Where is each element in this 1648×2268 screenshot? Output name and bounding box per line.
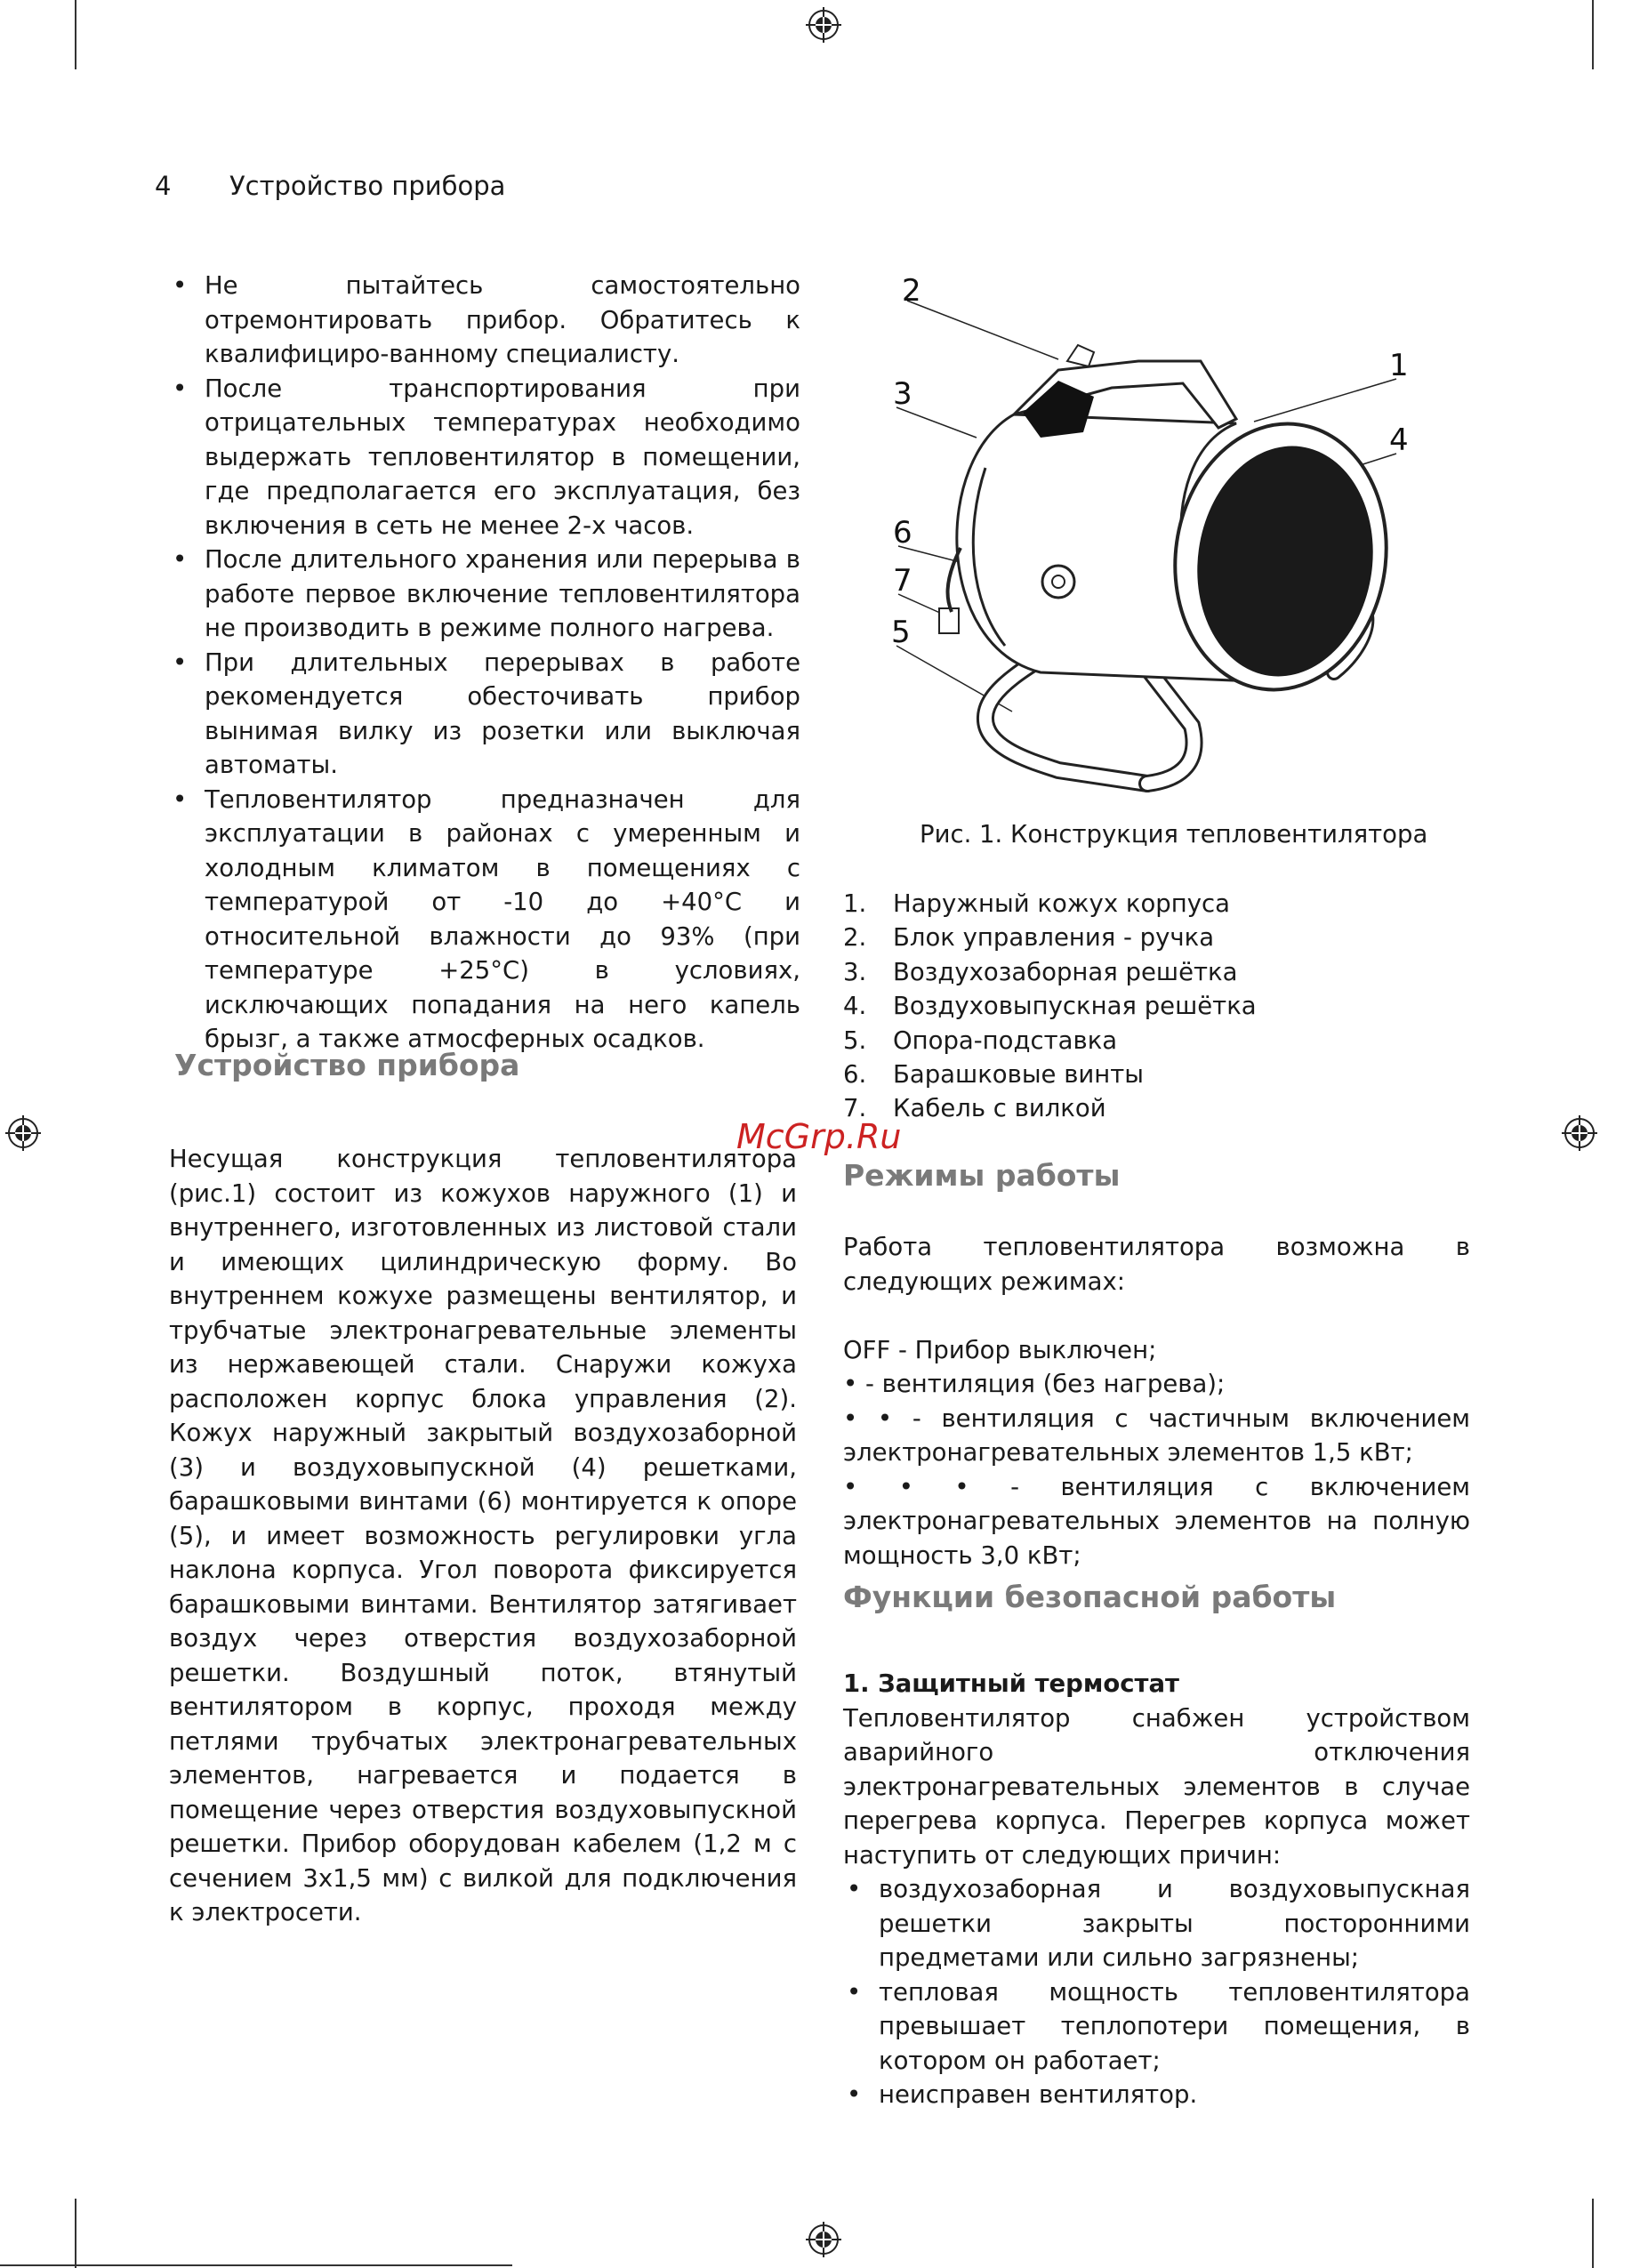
callout-4: 4 bbox=[1389, 422, 1409, 458]
callout-6: 6 bbox=[893, 515, 912, 551]
callout-5: 5 bbox=[891, 615, 911, 650]
callout-2: 2 bbox=[902, 273, 921, 309]
list-item: • тепловая мощность тепловентилятора превышает теплопотери помещения, в котором он работает; bbox=[847, 1977, 1470, 2075]
list-item: 2. Блок управления - ручка bbox=[843, 923, 1215, 953]
watermark: McGrp.Ru bbox=[736, 1117, 902, 1156]
registration-mark-icon bbox=[5, 1115, 41, 1151]
list-item: • неисправен вентилятор. bbox=[847, 2080, 1198, 2109]
list-item: • После длительного хранения или перерыва в работе первое включение тепловентилятора не производить в режиме полного нагрева. bbox=[173, 545, 800, 642]
modes-section bbox=[843, 1230, 1470, 1572]
page-number: 4 bbox=[155, 171, 172, 201]
device-text: Несущая конструкция тепловентилятора (рис.1) состоит из кожухов наружного (1) и внутреннего, изготовленных из листовой стали и имеющих цилиндрическую форму. Во внутреннем кожухе размещены вентилятор, и трубчатые электронагревательные элементы из нержавеющей стали. Снаружи кожуха расположен корпус блока управления (2). Кожух наружный закрытый воздухозаборной (3) и воздуховыпускной (4) решетками, барашковыми винтами (6) монтируется к опоре (5), и имеет возможность регулировки угла наклона корпуса. Угол поворота фиксируется барашковыми винтами. Вентилятор затягивает воздух через отверстия воздухозаборной решетки. Воздушный поток, втянутый вентилятором в корпус, проходя между петлями трубчатых электронагревательных элементов, нагревается и подается в помещение через отверстия воздуховыпускной решетки. Прибор оборудован кабелем (1,2 м с сечением 3х1,5 мм) с вилкой для подключения к электросети. bbox=[169, 1145, 797, 1926]
thermostat-text: Тепловентилятор снабжен устройством аварийного отключения электронагревательных элементов в случае перегрева корпуса. Перегрев корпуса может наступить от следующих причин: bbox=[843, 1703, 1470, 1870]
mode-item: • • - вентиляция с частичным включением электронагревательных элементов 1,5 кВт; bbox=[843, 1403, 1470, 1467]
crop-mark bbox=[1592, 0, 1594, 69]
mode-item: • • • - вентиляция с включением электронагревательных элементов на полную мощность 3,0 кВт; bbox=[843, 1472, 1470, 1570]
list-item: 4. Воздуховыпускная решётка bbox=[843, 992, 1257, 1021]
crop-mark bbox=[0, 2264, 512, 2266]
heater-figure bbox=[880, 263, 1432, 797]
modes-intro: Работа тепловентилятора возможна в следующих режимах: bbox=[843, 1233, 1470, 1296]
mode-item: • - вентиляция (без нагрева); bbox=[843, 1370, 1226, 1398]
crop-mark bbox=[75, 2199, 76, 2268]
list-item: 5. Опора-подставка bbox=[843, 1025, 1118, 1055]
callout-1: 1 bbox=[1389, 348, 1409, 383]
registration-mark-icon bbox=[806, 2222, 841, 2257]
safety-functions-heading: Функции безопасной работы bbox=[843, 1580, 1337, 1614]
header-title: Устройство прибора bbox=[229, 171, 506, 201]
list-item: • После транспортирования при отрицательных температурах необходимо выдержать тепловентилятор в помещении, где предполагается его эксплуатация, без включения в сеть не менее 2-х часов. bbox=[173, 374, 800, 540]
callout-3: 3 bbox=[893, 376, 912, 412]
modes-heading: Режимы работы bbox=[843, 1158, 1121, 1193]
callout-7: 7 bbox=[893, 563, 912, 599]
list-item: • Не пытайтесь самостоятельно отремонтировать прибор. Обратитесь к квалифициро-ванному специалисту. bbox=[173, 271, 800, 368]
registration-mark-icon bbox=[1562, 1115, 1597, 1151]
thermostat-subheading: 1. Защитный термостат bbox=[843, 1669, 1179, 1698]
list-item: 7. Кабель с вилкой bbox=[843, 1094, 1106, 1123]
list-item: • Тепловентилятор предназначен для эксплуатации в районах с умеренным и холодным климатом в помещениях с температурой от -10 до +40°С и относительной влажности до 93% (при температуре +25°С) в условиях, исключающих попадания на него капель брызг, а также атмосферных осадков. bbox=[173, 784, 800, 1053]
safety-functions-section bbox=[843, 1667, 1470, 2112]
list-item: • воздухозаборная и воздуховыпускная решетки закрыты посторонними предметами или сильно загрязнены; bbox=[847, 1875, 1470, 1972]
device-heading: Устройство прибора bbox=[174, 1048, 520, 1082]
mode-item: OFF - Прибор выключен; bbox=[843, 1335, 1157, 1364]
safety-bullets bbox=[169, 269, 800, 1057]
crop-mark bbox=[1592, 2199, 1594, 2268]
list-item: 6. Барашковые винты bbox=[843, 1060, 1144, 1090]
list-item: 3. Воздухозаборная решётка bbox=[843, 957, 1238, 986]
crop-mark bbox=[75, 0, 76, 69]
registration-mark-icon bbox=[806, 7, 841, 43]
page-header bbox=[155, 171, 505, 201]
figure-caption: Рис. 1. Конструкция тепловентилятора bbox=[920, 820, 1428, 848]
list-item: 1. Наружный кожух корпуса bbox=[843, 889, 1230, 918]
list-item: • При длительных перерывах в работе рекомендуется обесточивать прибор вынимая вилку из розетки или выключая автоматы. bbox=[173, 647, 800, 779]
parts-list bbox=[843, 887, 1470, 1126]
